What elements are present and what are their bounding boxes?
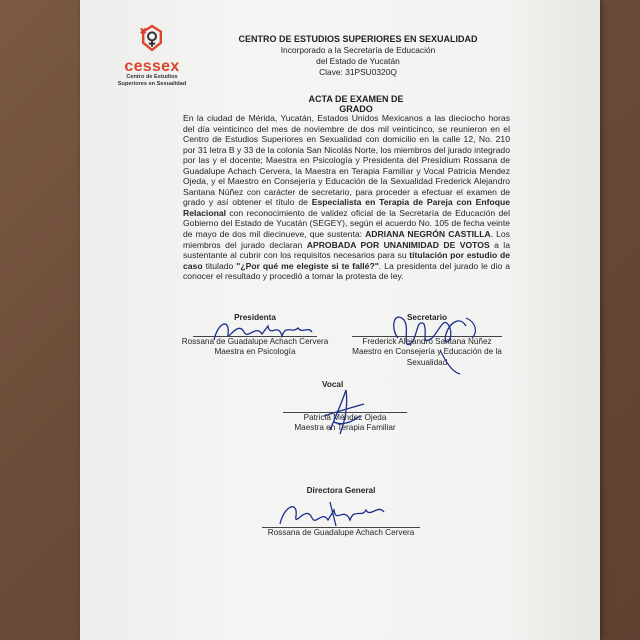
- president-title: Maestra en Psicología: [214, 347, 296, 357]
- secretary-title-2: Sexualidad: [406, 357, 448, 367]
- body-text-1: En la ciudad de Mérida, Yucatán, Estados Unidos Mexicanos a las dieciocho horas del día veinticinco del mes de noviembre de dos mil veinticinco, se reunieron en el Centro de Estudios Superiores en Sexualidad con domicilio en la calle 12, No. 210 por 31 letra B y 33 de la colonia San Nicolás Norte, los miembros del jurado integrado por las y el docente; Maestra en Psicología y Presidenta del Presídium Rossana de Guadalupe Achach Cervera, la Maestra en Terapia Familiar y Vocal Patricia Mendez Ojeda, y el Maestro en Consejería y Educación de la Sexualidad Frederick Alejandro Santana Núñez con carácter de secretario, para proceder a efectuar el examen de grado y así obtener el título de: [183, 113, 510, 208]
- vocal-signature: [316, 386, 376, 441]
- director-name: Rossana de Guadalupe Achach Cervera: [267, 528, 415, 538]
- body-text-3: . Los miembros del jurado declaran: [183, 229, 510, 250]
- director-role: Directora General: [306, 486, 376, 495]
- president-name: Rossana de Guadalupe Achach Cervera: [181, 337, 329, 347]
- secretary-name: Frederick Alejandro Santana Núñez: [362, 337, 492, 347]
- logo-wordmark: cessex: [124, 58, 180, 75]
- body-text-2: con reconocimiento de validez oficial de la Secretaría de Educación del Gobierno del Estado de Yucatán (SEGEY), según el acuerdo No. 105 de fecha veinte de mayo de dos mil diecinueve, que sustenta:: [183, 207, 510, 240]
- president-role: Presidenta: [234, 313, 276, 322]
- degree-name: Especialista en Terapia de Pareja con Enfoque Relacional: [183, 197, 510, 218]
- president-signature: [208, 314, 318, 346]
- institution-header: [228, 34, 488, 78]
- secretary-signature: [380, 298, 500, 383]
- degree-mode: titulación por estudio de caso: [183, 250, 510, 271]
- body-text-4: a la sustentante al cubrir con los requisitos necesarios para su: [183, 239, 510, 261]
- vocal-name: Patricia Méndez Ojeda: [303, 413, 387, 423]
- act-body-paragraph: [183, 113, 510, 282]
- incorporation-line: Incorporado a la Secretaría de Educación: [280, 45, 436, 55]
- institution-code: Clave: 31PSU0320Q: [319, 67, 397, 77]
- thesis-title: "¿Por qué me elegiste si te fallé?": [236, 260, 379, 271]
- director-signature: [270, 494, 400, 534]
- body-text-5: titulado: [202, 260, 237, 271]
- institution-logo: [112, 22, 192, 87]
- secretary-title-1: Maestro en Consejería y Educación de la: [352, 347, 502, 357]
- institution-name: CENTRO DE ESTUDIOS SUPERIORES EN SEXUALIDAD: [238, 34, 478, 44]
- body-text-6: . La presidenta del jurado le dio a conocer el resultado y procedió a tomar la protesta de ley.: [183, 260, 510, 282]
- document-title: ACTA DE EXAMEN DE GRADO: [308, 94, 404, 114]
- vocal-role: Vocal: [322, 380, 344, 389]
- exam-result: APROBADA POR UNANIMIDAD DE VOTOS: [306, 239, 490, 250]
- student-name: ADRIANA NEGRÓN CASTILLA: [365, 229, 491, 240]
- vocal-title: Maestra en Terapia Familiar: [294, 423, 396, 433]
- logo-tagline: Centro de Estudios Superiores en Sexualidad: [117, 74, 187, 87]
- cessex-logo-icon: [136, 22, 168, 54]
- secretary-role: Secretario: [406, 313, 448, 322]
- document-page: [80, 0, 600, 640]
- state-line: del Estado de Yucatán: [316, 56, 400, 66]
